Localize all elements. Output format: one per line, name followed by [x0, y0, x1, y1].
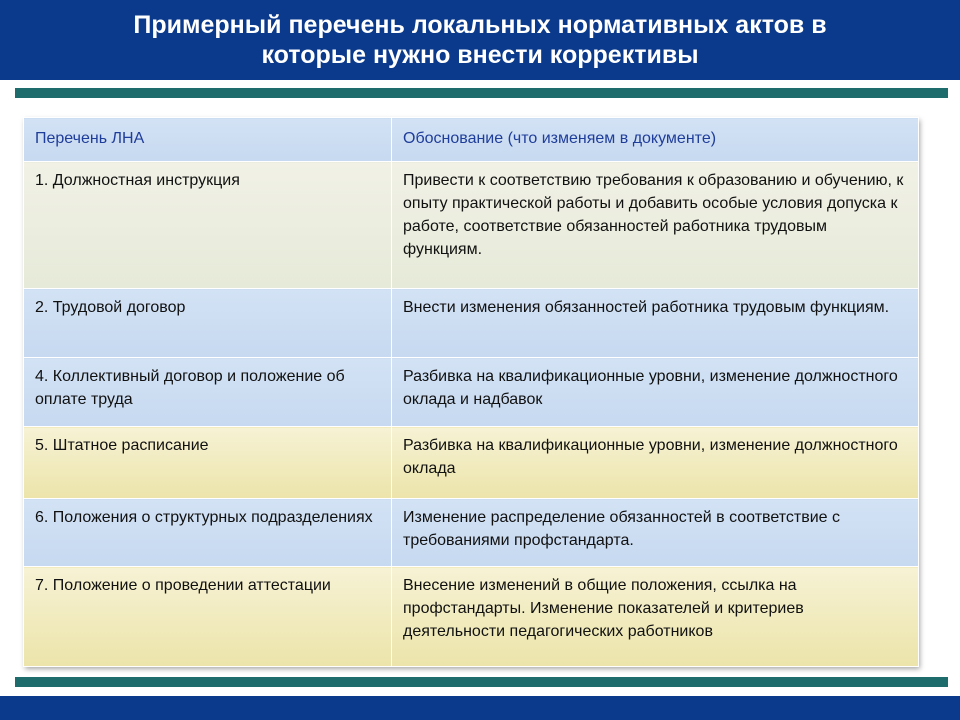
table-row — [24, 499, 919, 567]
cell-act: 1. Должностная инструкция — [24, 162, 392, 289]
cell-reason: Разбивка на квалификационные уровни, изменение должностного оклада — [392, 427, 919, 499]
bottom-divider-stripe — [15, 677, 948, 687]
table-row — [24, 162, 919, 289]
cell-reason: Разбивка на квалификационные уровни, изменение должностного оклада и надбавок — [392, 358, 919, 427]
header-cell-reason: Обоснование (что изменяем в документе) — [392, 118, 919, 162]
title-banner — [0, 0, 960, 80]
table-row — [24, 358, 919, 427]
cell-reason: Внесение изменений в общие положения, ссылка на профстандарты. Изменение показателей и критериев деятельности педагогических работников — [392, 567, 919, 667]
table-row — [24, 289, 919, 358]
cell-act: 4. Коллективный договор и положение об оплате труда — [24, 358, 392, 427]
cell-act: 5. Штатное расписание — [24, 427, 392, 499]
slide-title: Примерный перечень локальных нормативных актов в которые нужно внести коррективы — [133, 11, 827, 69]
top-divider-stripe — [15, 88, 948, 98]
footer-band — [0, 696, 960, 720]
cell-reason: Изменение распределение обязанностей в соответствие с требованиями профстандарта. — [392, 499, 919, 567]
cell-act: 7. Положение о проведении аттестации — [24, 567, 392, 667]
lna-table — [23, 117, 919, 667]
cell-reason: Внести изменения обязанностей работника трудовым функциям. — [392, 289, 919, 358]
cell-act: 2. Трудовой договор — [24, 289, 392, 358]
header-cell-act: Перечень ЛНА — [24, 118, 392, 162]
cell-reason: Привести к соответствию требования к образованию и обучению, к опыту практической работы и добавить особые условия допуска к работе, соответствие обязанностей работника трудовым функциям. — [392, 162, 919, 289]
table-row — [24, 427, 919, 499]
table-header-row — [24, 118, 919, 162]
table-row — [24, 567, 919, 667]
cell-act: 6. Положения о структурных подразделениях — [24, 499, 392, 567]
lna-table-container — [23, 117, 918, 666]
